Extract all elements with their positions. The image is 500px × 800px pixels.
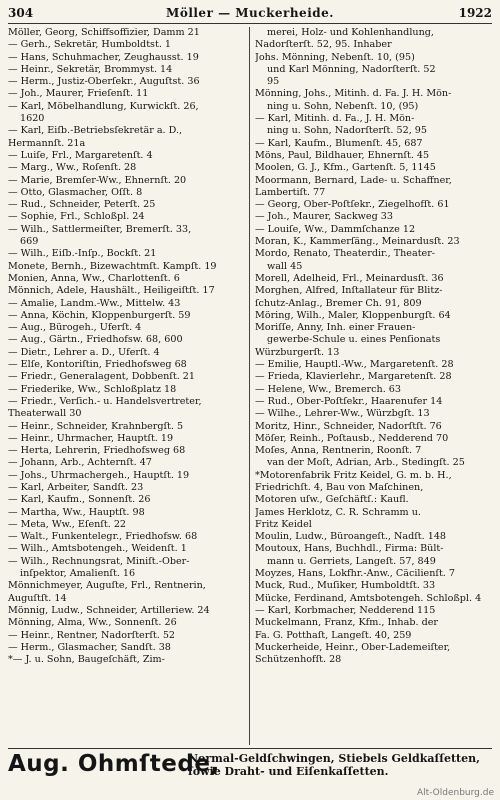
directory-entry: Moyzes, Hans, Lokfhr.-Anw., Cäcilienſt. 7 [255, 568, 456, 580]
directory-entry: Mönnig, Ludw., Schneider, Artilleriew. 24 [8, 604, 210, 616]
directory-entry: Johs. Mönning, Nebenſt. 10, (95) [255, 51, 415, 63]
directory-entry: Fritz Keidel [255, 518, 312, 530]
header-rule [8, 23, 492, 24]
watermark: Alt-Oldenburg.de [416, 788, 494, 798]
directory-entry: — Heinr., Schneider, Krahnbergſt. 5 [8, 420, 184, 432]
directory-entry: — Karl, Eiſb.-Betriebsſekretär a. D., [8, 125, 183, 137]
directory-entry: mann u. Gerriets, Langeſt. 57, 849 [267, 555, 436, 567]
year-label: 1922 [458, 6, 492, 20]
directory-entry: Moolen, G. J., Kfm., Gartenſt. 5, 1145 [255, 162, 436, 174]
directory-entry: — Martha, Ww., Hauptſt. 98 [8, 506, 145, 518]
directory-entry: Mücke, Ferdinand, Amtsbotengeh. Schloßpl. 4 [255, 592, 482, 604]
directory-entry: 1620 [20, 113, 45, 125]
directory-entry: — Heinr., Sekretär, Brommyst. 14 [8, 63, 173, 75]
directory-entry: — Wilh., Sattlermeiſter, Bremerſt. 33, [8, 223, 192, 235]
directory-entry: Moritz, Hinr., Schneider, Nadorſtſt. 76 [255, 420, 442, 432]
directory-entry: Mönning, Alma, Ww., Sonnenſt. 26 [8, 617, 177, 629]
directory-entry: — Walt., Funkentelegr., Friedhofsw. 68 [8, 531, 198, 543]
directory-entry: — Karl, Möbelhandlung, Kurwickſt. 26, [8, 100, 199, 112]
directory-entry: — Aug., Gärtn., Friedhofsw. 68, 600 [8, 334, 183, 346]
directory-entry: — Karl, Kaufm., Blumenſt. 45, 687 [255, 137, 423, 149]
directory-entry: Muck, Rud., Muſiker, Humboldtſt. 33 [255, 580, 436, 592]
directory-entry: — Johann, Arb., Achternſt. 47 [8, 457, 152, 469]
directory-entry: — Heinr., Rentner, Nadorſterſt. 52 [8, 629, 176, 641]
directory-entry: Monete, Bernh., Bizewachtmſt. Kampſt. 19 [8, 260, 217, 272]
directory-entry: — Meta, Ww., Eſenſt. 22 [8, 518, 127, 530]
directory-entry: — Wilh., Amtsbotengeh., Weidenſt. 1 [8, 543, 187, 555]
directory-entry: Mönnich, Adele, Haushält., Heiligeiſtſt. 17 [8, 285, 215, 297]
directory-entry: Würzburgerſt. 13 [255, 346, 340, 358]
directory-entry: Auguſtſt. 14 [8, 592, 67, 604]
directory-entry: Morghen, Alfred, Inſtallateur für Blitz- [255, 285, 443, 297]
directory-entry: Moran, K., Kammerſäng., Meinardusſt. 23 [255, 236, 460, 248]
advertisement-text [188, 752, 488, 778]
directory-entry: Möns, Paul, Bildhauer, Ehnernſt. 45 [255, 149, 430, 161]
directory-entry: — Gerh., Sekretär, Humboldtst. 1 [8, 39, 172, 51]
directory-entry: — Heinr., Uhrmacher, Hauptſt. 19 [8, 432, 174, 444]
directory-entry: — Friedr., Generalagent, Dobbenſt. 21 [8, 371, 196, 383]
directory-entry: Schützenhofſt. 28 [255, 654, 342, 666]
directory-entry: — Friederike, Ww., Schloßplatz 18 [8, 383, 177, 395]
directory-entry: 669 [20, 236, 39, 248]
directory-entry: Mönning, Johs., Mitinh. d. Fa. J. H. Mön- [255, 88, 452, 100]
directory-entry: — Hans, Schuhmacher, Zeughausst. 19 [8, 51, 199, 63]
directory-entry: — Amalie, Landm.-Ww., Mittelw. 43 [8, 297, 181, 309]
directory-entry: — Otto, Glasmacher, Oſſt. 8 [8, 186, 143, 198]
directory-entry: Friedrichſt. 4, Bau von Maſchinen, [255, 481, 424, 493]
directory-entry: und Karl Mönning, Nadorſterſt. 52 [267, 63, 436, 75]
directory-entry: — Karl, Kaufm., Sonnenſt. 26 [8, 494, 151, 506]
directory-entry: Morell, Adelheid, Frl., Meinardusſt. 36 [255, 272, 444, 284]
directory-entry: Nadorſterſt. 52, 95. Inhaber [255, 39, 392, 51]
directory-entry: — Joh., Maurer, Frieſenſt. 11 [8, 88, 149, 100]
directory-entry: — Wilh., Eiſb.-Inſp., Bockſt. 21 [8, 248, 157, 260]
directory-entry: Möring, Wilh., Maler, Kloppenburgſt. 64 [255, 309, 451, 321]
advertisement-footer [8, 748, 492, 789]
directory-entry: — Sophie, Frl., Schloßpl. 24 [8, 211, 145, 223]
directory-entry: — Aug., Bürogeh., Uferſt. 4 [8, 322, 142, 334]
directory-entry: Mönnichmeyer, Auguſte, Frl., Rentnerin, [8, 580, 206, 592]
directory-entry: Theaterwall 30 [8, 408, 82, 420]
directory-entry: — Herm., Justiz-Oberſekr., Auguſtst. 36 [8, 76, 200, 88]
advertiser-name: Aug. Ohmſtede, [8, 751, 220, 777]
directory-entry: *Motorenfabrik Fritz Keidel, G. m. b. H., [255, 469, 452, 481]
directory-entry: — Emilie, Hauptl.-Ww., Margaretenſt. 28 [255, 359, 454, 371]
directory-entry: — Karl, Mitinh. d. Fa., J. H. Mön- [255, 113, 415, 125]
directory-entry: — Marg., Ww., Roſenſt. 28 [8, 162, 137, 174]
directory-entry: Motoren uſw., Geſchäftſ.: Kaufl. [255, 494, 409, 506]
directory-entry: Muckerheide, Heinr., Ober-Lademeiſter, [255, 641, 451, 653]
directory-column-left [8, 27, 246, 666]
directory-entry: inſpektor, Amalienſt. 16 [20, 568, 136, 580]
advertisement-line: ſowie Draht- und Eiſenkaſſetten. [188, 765, 389, 778]
directory-entry: Möller, Georg, Schiffsoffizier, Damm 21 [8, 27, 200, 38]
directory-entry: — Wilh., Rechnungsrat, Miniſt.-Ober- [8, 555, 190, 567]
directory-entry: ning u. Sohn, Nebenſt. 10, (95) [267, 100, 419, 112]
directory-entry: Moſes, Anna, Rentnerin, Roonſt. 7 [255, 445, 422, 457]
directory-entry: Moriſſe, Anny, Inh. einer Frauen- [255, 322, 416, 334]
directory-entry: Moutoux, Hans, Buchhdl., Firma: Bült- [255, 543, 444, 555]
directory-entry: — Rud., Ober-Poſtſekr., Haarenufer 14 [255, 395, 443, 407]
directory-entry: Moulin, Ludw., Büroangeſt., Nadſt. 148 [255, 531, 447, 543]
page-number: 304 [8, 6, 34, 20]
directory-entry: van der Moſt, Adrian, Arb., Stedingſt. 25 [267, 457, 465, 469]
directory-entry: Möſer, Reinh., Poſtausb., Nedderend 70 [255, 432, 449, 444]
directory-entry: — Wilhe., Lehrer-Ww., Würzbgſt. 13 [255, 408, 430, 420]
directory-entry: — Anna, Köchin, Kloppenburgerſt. 59 [8, 309, 191, 321]
directory-entry: — Georg, Ober-Poſtſekr., Ziegelhofſt. 61 [255, 199, 450, 211]
directory-entry: merei, Holz- und Kohlenhandlung, [267, 27, 434, 38]
column-divider [249, 27, 250, 745]
directory-entry: — Herm., Glasmacher, Sandſt. 38 [8, 641, 171, 653]
directory-entry: Hermannſt. 21a [8, 137, 86, 149]
directory-entry: 95 [267, 76, 280, 88]
directory-entry: — Joh., Maurer, Sackweg 33 [255, 211, 393, 223]
directory-entry: — Marie, Bremſer-Ww., Ehnernſt. 20 [8, 174, 187, 186]
directory-column-right [255, 27, 493, 666]
directory-entry: — Frieda, Klavierlehr., Margaretenſt. 28 [255, 371, 452, 383]
directory-entry: ning u. Sohn, Nadorſterſt. 52, 95 [267, 125, 428, 137]
directory-entry: Mordo, Renato, Theaterdir., Theater- [255, 248, 436, 260]
directory-entry: Muckelmann, Franz, Kfm., Inhab. der [255, 617, 438, 629]
directory-entry: — Luiſe, Frl., Margaretenſt. 4 [8, 149, 153, 161]
page-title: Möller — Muckerheide. [166, 6, 334, 20]
directory-entry: — Elſe, Kontoriſtin, Friedhofsweg 68 [8, 359, 187, 371]
directory-entry: ſchutz-Anlag., Bremer Ch. 91, 809 [255, 297, 422, 309]
directory-entry: — Johs., Uhrmachergeh., Hauptſt. 19 [8, 469, 190, 481]
advertisement-line: Normal-Geldſchwingen, Stiebels Geldkaſſetten, [188, 752, 480, 765]
directory-entry: Fa. G. Potthaſt, Langeſt. 40, 259 [255, 629, 412, 641]
directory-entry: James Herklotz, C. R. Schramm u. [255, 506, 421, 518]
directory-entry: — Rud., Schneider, Peterſt. 25 [8, 199, 156, 211]
directory-entry: gewerbe-Schule u. eines Penſionats [267, 334, 441, 346]
directory-entry: wall 45 [267, 260, 303, 272]
directory-entry: — Karl, Korbmacher, Nedderend 115 [255, 604, 436, 616]
directory-entry: Lambertiſt. 77 [255, 186, 326, 198]
directory-entry: Moormann, Bernard, Lade- u. Schaffner, [255, 174, 452, 186]
directory-entry: — Karl, Arbeiter, Sandſt. 23 [8, 481, 144, 493]
directory-entry: Monien, Anna, Ww., Charlottenſt. 6 [8, 272, 180, 284]
directory-entry: — Dietr., Lehrer a. D., Uferſt. 4 [8, 346, 160, 358]
directory-entry: — Helene, Ww., Bremerch. 63 [255, 383, 402, 395]
directory-entry: *— J. u. Sohn, Baugeſchäft, Zim- [8, 654, 165, 666]
directory-entry: — Louiſe, Ww., Dammſchanze 12 [255, 223, 416, 235]
directory-entry: — Friedr., Verſich.- u. Handelsvertreter, [8, 395, 202, 407]
directory-entry: — Herta, Lehrerin, Friedhofsweg 68 [8, 445, 186, 457]
